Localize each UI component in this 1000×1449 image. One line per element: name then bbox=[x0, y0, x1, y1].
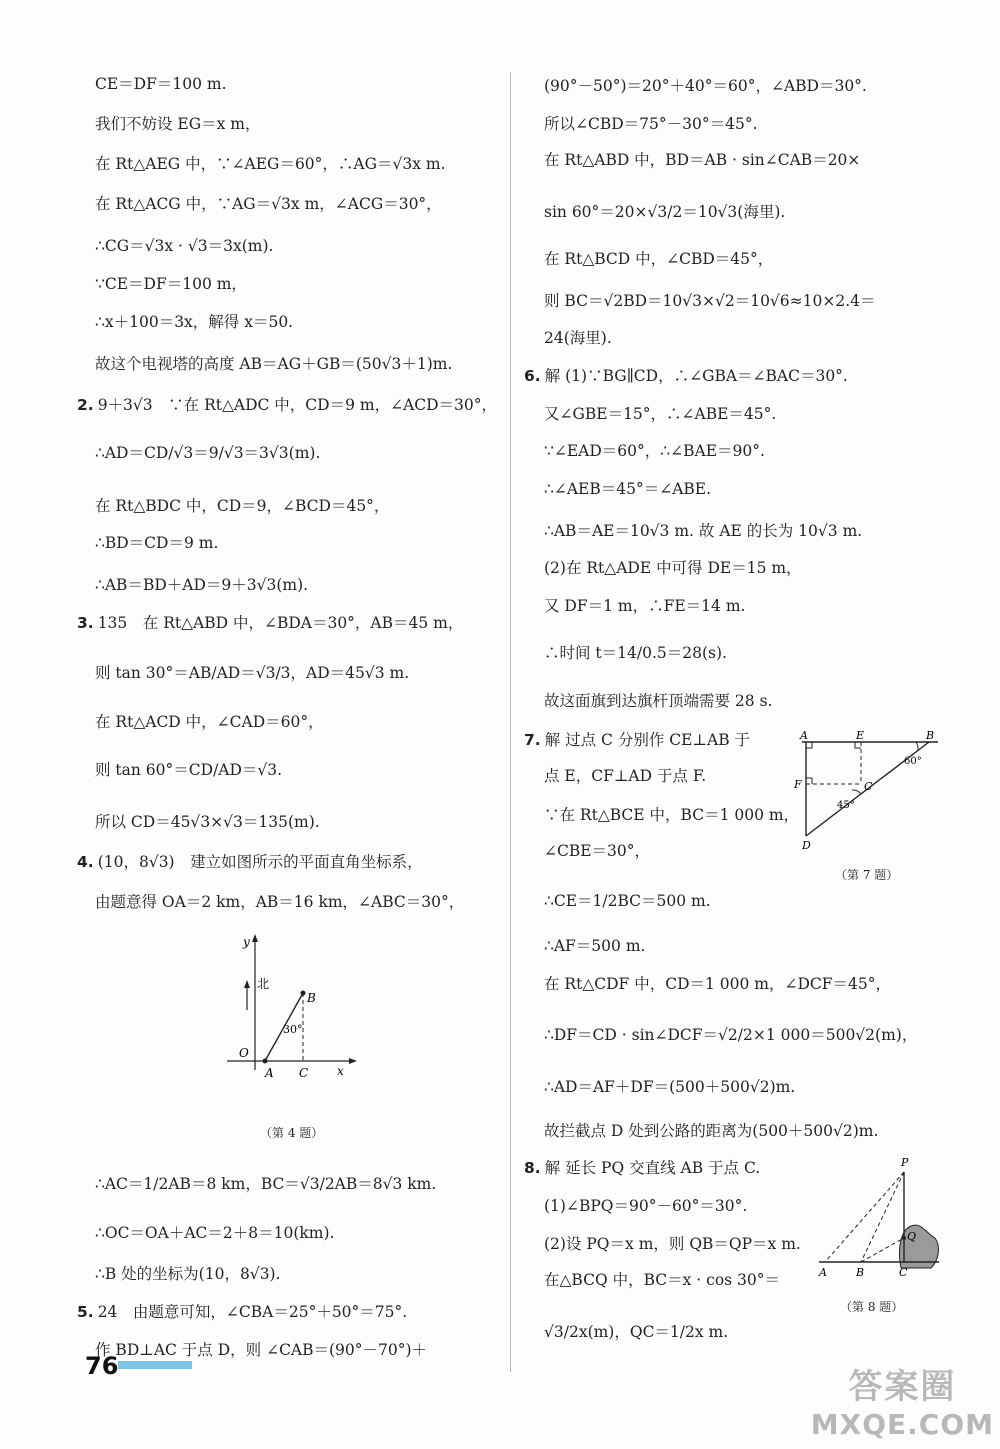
text-line: 在 Rt△ACG 中，∵AG＝√3x m，∠ACG＝30°， bbox=[95, 195, 442, 213]
text-line: 24(海里). bbox=[544, 329, 612, 347]
text-line: ∴DF＝CD · sin∠DCF＝√2/2×1 000＝500√2(m)， bbox=[544, 1026, 918, 1044]
text-line: 由题意得 OA＝2 km，AB＝16 km，∠ABC＝30°， bbox=[95, 893, 465, 911]
text-line: ∠CBE＝30°， bbox=[544, 842, 651, 860]
problem-number: 8. bbox=[524, 1159, 541, 1177]
text-line: 所以 CD＝45√3×√3＝135(m). bbox=[95, 813, 320, 831]
text-line: sin 60°＝20×√3/2＝10√3(海里). bbox=[544, 203, 786, 221]
problem-3 bbox=[77, 613, 463, 633]
text-line: ∴∠AEB＝45°＝∠ABE. bbox=[544, 480, 712, 498]
text-line: 24 由题意可知，∠CBA＝25°＋50°＝75°. bbox=[97, 1303, 408, 1321]
fig-label: F bbox=[794, 778, 802, 791]
text-line: 又∠GBE＝15°，∴∠ABE＝45°. bbox=[544, 405, 777, 423]
text-line: 故这个电视塔的高度 AB＝AG＋GB＝(50√3＋1)m. bbox=[95, 355, 453, 373]
problem-2 bbox=[77, 395, 497, 415]
page-number: 76 bbox=[85, 1352, 119, 1380]
fig-label: D bbox=[802, 839, 811, 852]
text-line: 作 BD⊥AC 于点 D，则 ∠CAB＝(90°－70°)＋ bbox=[95, 1341, 428, 1359]
text-line: 在 Rt△CDF 中，CD＝1 000 m，∠DCF＝45°， bbox=[544, 975, 892, 993]
fig-label: O bbox=[239, 1046, 249, 1060]
text-line: ∴B 处的坐标为(10，8√3). bbox=[95, 1265, 281, 1283]
text-line: ∴OC＝OA＋AC＝2＋8＝10(km). bbox=[95, 1224, 335, 1242]
text-line: 135 在 Rt△ABD 中，∠BDA＝30°，AB＝45 m， bbox=[97, 614, 464, 632]
text-line: 在 Rt△AEG 中，∵∠AEG＝60°，∴AG＝√3x m. bbox=[95, 155, 446, 173]
problem-number: 5. bbox=[77, 1303, 94, 1321]
text-line: 则 tan 60°＝CD/AD＝√3. bbox=[95, 761, 283, 779]
text-line: ∴时间 t＝14/0.5＝28(s). bbox=[544, 644, 727, 662]
fig-label: P bbox=[901, 1156, 909, 1169]
text-line: 在 Rt△ACD 中，∠CAD＝60°， bbox=[95, 713, 324, 731]
text-line: (1)∠BPQ＝90°－60°＝30°. bbox=[544, 1197, 748, 1215]
figure-caption: （第 7 题） bbox=[835, 868, 899, 882]
fig-label: E bbox=[856, 729, 865, 742]
text-line: 解 (1)∵BG∥CD，∴∠GBA＝∠BAC＝30°. bbox=[544, 367, 848, 385]
watermark-top: 答案圈 bbox=[848, 1367, 957, 1407]
text-line: (2)设 PQ＝x m，则 QB＝QP＝x m. bbox=[544, 1235, 801, 1253]
figure-7 bbox=[792, 728, 942, 853]
text-line: 故拦截点 D 处到公路的距离为(500＋500√2)m. bbox=[544, 1122, 879, 1140]
text-line: ∴BD＝CD＝9 m. bbox=[95, 534, 219, 552]
problem-number: 4. bbox=[77, 853, 94, 871]
fig-label: 30° bbox=[283, 1023, 303, 1036]
figure-4 bbox=[225, 930, 365, 1080]
text-line: 故这面旗到达旗杆顶端需要 28 s. bbox=[544, 692, 773, 710]
page-number-bar bbox=[118, 1361, 192, 1369]
problem-number: 3. bbox=[77, 614, 94, 632]
text-line: 又 DF＝1 m，∴FE＝14 m. bbox=[544, 597, 746, 615]
text-line: (90°－50°)＝20°＋40°＝60°，∠ABD＝30°. bbox=[544, 77, 867, 95]
fig-label: C bbox=[864, 780, 873, 793]
text-line: 在△BCQ 中，BC＝x · cos 30°＝ bbox=[544, 1271, 781, 1289]
fig-label: 北 bbox=[257, 977, 270, 991]
column-divider bbox=[510, 72, 511, 1372]
fig-label: A bbox=[819, 1266, 827, 1279]
fig-label: C bbox=[899, 1266, 908, 1279]
fig-label: B bbox=[926, 729, 935, 742]
text-line: ∴CE＝1/2BC＝500 m. bbox=[544, 892, 711, 910]
text-line: ∴AD＝AF＋DF＝(500＋500√2)m. bbox=[544, 1078, 796, 1096]
problem-5 bbox=[77, 1302, 407, 1322]
text-line: ∴x＋100＝3x，解得 x＝50. bbox=[95, 313, 294, 331]
text-line: 在 Rt△BCD 中，∠CBD＝45°， bbox=[544, 250, 774, 268]
figure-8 bbox=[815, 1152, 945, 1282]
fig-label: A bbox=[265, 1066, 274, 1080]
text-line: ∴AC＝1/2AB＝8 km，BC＝√3/2AB＝8√3 km. bbox=[95, 1175, 437, 1193]
text-line: 则 BC＝√2BD＝10√3×√2＝10√6≈10×2.4＝ bbox=[544, 292, 876, 310]
text-line: ∴CG＝√3x · √3＝3x(m). bbox=[95, 237, 274, 255]
text-line: 在 Rt△BDC 中，CD＝9，∠BCD＝45°， bbox=[95, 497, 390, 515]
text-line: ∴AF＝500 m. bbox=[544, 937, 646, 955]
fig-label: x bbox=[337, 1064, 344, 1078]
fig-label: C bbox=[299, 1066, 309, 1080]
text-line: 解 延长 PQ 交直线 AB 于点 C. bbox=[544, 1159, 761, 1177]
fig-label: Q bbox=[907, 1230, 917, 1243]
problem-number: 2. bbox=[77, 396, 94, 414]
geometry-diagram bbox=[815, 1152, 945, 1282]
text-line: ∵CE＝DF＝100 m， bbox=[95, 275, 247, 293]
problem-number: 7. bbox=[524, 731, 541, 749]
fig-label: A bbox=[800, 729, 808, 742]
text-line: (2)在 Rt△ADE 中可得 DE＝15 m， bbox=[544, 559, 802, 577]
problem-7 bbox=[524, 730, 750, 750]
problem-6 bbox=[524, 366, 848, 386]
text-line: (10，8√3) 建立如图所示的平面直角坐标系， bbox=[97, 853, 423, 871]
watermark-logo bbox=[811, 1359, 994, 1441]
text-line: ∵∠EAD＝60°，∴∠BAE＝90°. bbox=[544, 442, 765, 460]
text-line: 解 过点 C 分别作 CE⊥AB 于 bbox=[544, 731, 751, 749]
problem-number: 6. bbox=[524, 367, 541, 385]
text-line: ∴AD＝CD/√3＝9/√3＝3√3(m). bbox=[95, 444, 321, 462]
text-line: 我们不妨设 EG＝x m， bbox=[95, 115, 261, 133]
text-line: 点 E，CF⊥AD 于点 F. bbox=[544, 767, 707, 785]
fig-label: 45° bbox=[837, 800, 855, 811]
fig-label: B bbox=[856, 1266, 865, 1279]
text-line: ∵在 Rt△BCE 中，BC＝1 000 m， bbox=[544, 806, 800, 824]
text-line: 则 tan 30°＝AB/AD＝√3/3，AD＝45√3 m. bbox=[95, 664, 410, 682]
text-line: ∴AB＝AE＝10√3 m. 故 AE 的长为 10√3 m. bbox=[544, 522, 863, 540]
text-line: 9＋3√3 ∵在 Rt△ADC 中，CD＝9 m，∠ACD＝30°， bbox=[97, 396, 498, 414]
watermark-bottom: MXQE.COM bbox=[810, 1408, 994, 1441]
fig-label: y bbox=[243, 935, 250, 949]
figure-caption: （第 4 题） bbox=[260, 1126, 324, 1140]
text-line: 在 Rt△ABD 中，BD＝AB · sin∠CAB＝20× bbox=[544, 151, 861, 169]
text-line: √3/2x(m)，QC＝1/2x m. bbox=[544, 1323, 729, 1341]
text-line: 所以∠CBD＝75°－30°＝45°. bbox=[544, 115, 758, 133]
problem-4 bbox=[77, 852, 423, 872]
text-line: CE＝DF＝100 m. bbox=[95, 75, 227, 93]
fig-label: 60° bbox=[904, 756, 922, 767]
text-line: ∴AB＝BD＋AD＝9＋3√3(m). bbox=[95, 576, 309, 594]
problem-8 bbox=[524, 1158, 760, 1178]
coordinate-diagram bbox=[225, 930, 365, 1080]
fig-label: B bbox=[307, 991, 316, 1005]
geometry-diagram bbox=[792, 728, 942, 853]
figure-caption: （第 8 题） bbox=[840, 1300, 904, 1314]
